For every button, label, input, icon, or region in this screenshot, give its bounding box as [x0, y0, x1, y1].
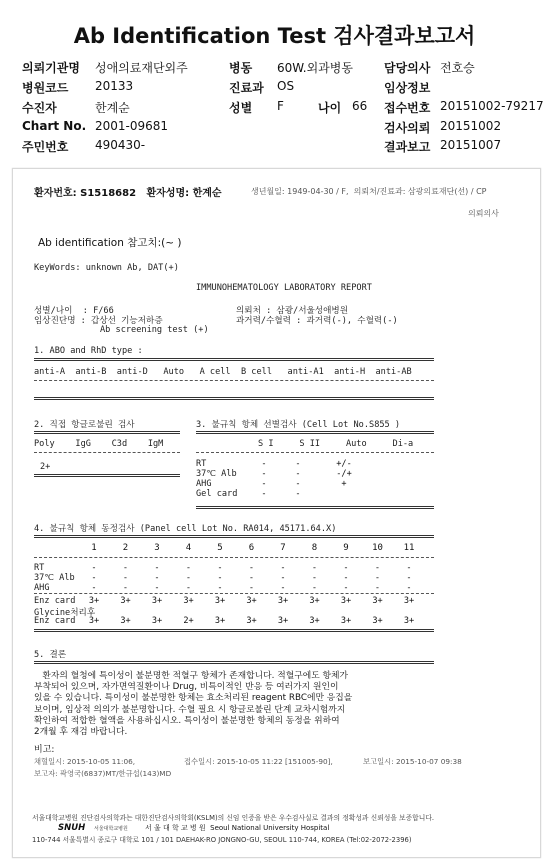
sec5-title: 5. 결론: [34, 650, 67, 660]
sec4-cell: -: [185, 563, 192, 573]
clinical-dx: 임상진단명 : 갑상선 기능저하증: [34, 316, 163, 326]
patient-meta: 생년월일: 1949-04-30 / F, 의뢰처/진료과: 삼광의료재단(선) / CP: [251, 187, 487, 196]
header-label: 담당의사: [384, 61, 431, 75]
header-value: 20133: [95, 79, 134, 93]
received: 접수일시: 2015-10-05 11:22 [151005-90],: [184, 757, 333, 766]
sec4-cell: -: [280, 573, 286, 583]
header-value: 한계순: [95, 101, 130, 115]
sec4-col-header: 10: [372, 543, 383, 553]
sec4-cell: -: [311, 573, 318, 583]
conclusion-line: 환자의 혈청에 특이성이 불분명한 적혈구 항체가 존재합니다. 적혈구에도 항체가: [34, 671, 348, 681]
sec4-col-header: 5: [217, 543, 223, 553]
sec3-cols: S I S II Auto Di-a: [258, 439, 414, 449]
sec3-row-label: Gel card: [196, 489, 238, 499]
sec3-cell: -: [295, 479, 301, 489]
sec3-cell: -: [261, 459, 267, 469]
header-label: 수진자: [22, 101, 57, 115]
header-label: 진료과: [229, 81, 264, 95]
sec4-cell: -: [374, 573, 381, 583]
divider: [34, 593, 434, 594]
reported: 보고일시: 2015-10-07 09:38: [363, 757, 462, 766]
conclusion-line: 확인하여 적합한 혈액을 사용하십시오. 특이성이 불분명한 항체의 동정을 위하여: [34, 715, 340, 726]
sec4-cell: 3+: [403, 596, 415, 606]
sec3-cell: -: [295, 459, 301, 469]
sec4-cell: -: [217, 573, 223, 583]
sec4-cell: -: [374, 583, 381, 593]
sec4-row-label: AHG: [34, 583, 50, 593]
sec4-col-header: 9: [343, 543, 349, 553]
sec4-cell: -: [91, 563, 97, 573]
sec4-cell: -: [122, 573, 129, 583]
header-label: 성별: [229, 101, 253, 115]
header-value: 전호승: [440, 61, 475, 75]
sec3-cell: -/+: [336, 469, 352, 479]
header-label: 결과보고: [384, 140, 431, 154]
footer-hospital: 서 울 대 학 교 병 원 Seoul National University Hospital: [145, 824, 330, 832]
footer-cert: 서울대학교병원 진단검사의학과는 대한진단검사의학회(KSLM)의 신임 인증을 받은 우수검사실로 결과의 정확성과 신뢰성을 보증합니다.: [32, 814, 435, 822]
sec4-cell: -: [406, 583, 412, 593]
conclusion-line: 2개월 후 재검 바랍니다.: [34, 727, 128, 737]
header-label: 병원코드: [22, 81, 69, 95]
sec2-value: 2+: [40, 462, 51, 472]
sec4-cell: 3+: [309, 616, 320, 626]
reporter: 보고자: 곽영국(6837)MT/한규섭(143)MD: [34, 769, 172, 778]
sec4-title: 4. 불규칙 항체 동정검사 (Panel cell Lot No. RA014, 45171.64.X): [34, 524, 337, 534]
sec4-col-header: 3: [154, 543, 160, 553]
sec4-cell: 3+: [340, 616, 352, 626]
sec4-cell: -: [91, 583, 97, 593]
sec4-cell: 3+: [372, 616, 383, 626]
sec4-cell: -: [248, 583, 255, 593]
history: 과거력/수혈력 : 과거력(-), 수혈력(-): [236, 316, 398, 326]
header-value: 490430-: [95, 138, 146, 152]
header-label: 검사의뢰: [384, 121, 431, 135]
conclusion-line: 부착되어 있으며, 자가면역질환이나 Drug, 비특이적인 반응 등 여러가지 원인이: [34, 682, 339, 693]
sec3-cell: -: [261, 469, 267, 479]
remarks: 비고:: [34, 745, 55, 755]
header-label: 접수번호: [384, 101, 431, 115]
sec4-cell: 3+: [151, 616, 163, 626]
sec4-row-label: RT: [34, 563, 45, 573]
sec4-cell: -: [280, 583, 286, 593]
referrer: 의뢰처 : 삼광/서울성애병원: [236, 306, 349, 316]
header-label: 주민번호: [22, 140, 69, 154]
sec4-cell: -: [374, 563, 381, 573]
sec3-title: 3. 불규칙 항체 선별검사 (Cell Lot No.S855 ): [196, 420, 401, 430]
sec4-cell: -: [185, 573, 192, 583]
sec4-row-label: 37℃ Alb: [34, 573, 75, 583]
header-value: 20151007: [440, 138, 502, 152]
sex-age: 성별/나이 : F/66: [34, 306, 114, 316]
sec4-cell: 3+: [120, 596, 131, 606]
sec4-cell: 3+: [183, 596, 194, 606]
patient-line: 환자번호: S1518682 환자성명: 한계순: [34, 188, 222, 199]
header-value: OS: [277, 79, 295, 93]
sec3-row-label: AHG: [196, 479, 212, 489]
sec4-col-header: 2: [122, 543, 129, 553]
sec2-cols: Poly IgG C3d IgM: [34, 439, 164, 449]
sec4-cell: 3+: [403, 616, 415, 626]
sec4-cell: -: [185, 583, 192, 593]
sec4-cell: -: [406, 573, 412, 583]
sec4-cell: -: [311, 563, 318, 573]
sec4-cell: 3+: [120, 616, 131, 626]
sec4-row-label: Glycine처리후: [34, 608, 96, 618]
sec3-cell: +/-: [336, 459, 352, 469]
sec4-cell: 3+: [151, 596, 163, 606]
sec4-cell: -: [91, 573, 97, 583]
header-value: F: [277, 99, 284, 113]
sec4-cell: -: [311, 583, 318, 593]
sec4-row-label: Enz card: [34, 616, 76, 626]
sec4-cell: 3+: [372, 596, 383, 606]
sec1-cols: anti-A anti-B anti-D Auto A cell B cell anti-A1 anti-H anti-AB: [34, 367, 412, 377]
sec4-cell: -: [217, 583, 223, 593]
header-value: 20151002-79217: [440, 99, 544, 113]
sec4-row-label: Enz card: [34, 596, 76, 606]
sec4-cell: 3+: [246, 596, 257, 606]
sec4-cell: -: [248, 573, 255, 583]
sec4-cell: 3+: [88, 616, 100, 626]
header-label: 병동: [229, 61, 253, 75]
sec4-col-header: 6: [248, 543, 255, 553]
age-label: 나이: [318, 101, 342, 115]
sec3-cell: -: [295, 489, 301, 499]
sec4-cell: 3+: [309, 596, 320, 606]
sec1-title: 1. ABO and RhD type :: [34, 346, 143, 356]
keywords: KeyWords: unknown Ab, DAT(+): [34, 263, 179, 273]
sec4-cell: -: [154, 563, 160, 573]
sec4-cell: -: [343, 583, 349, 593]
sec4-col-header: 8: [311, 543, 318, 553]
sec3-cell: -: [261, 479, 267, 489]
age-value: 66: [352, 99, 368, 113]
snuh-logo: SNUH: [58, 823, 86, 833]
conclusion-line: 보이며, 임상적 의의가 불분명합니다. 수혈 필요 시 항글로불린 단계 교차시험까지: [34, 704, 346, 715]
sec4-cell: -: [406, 563, 412, 573]
sec4-cell: -: [154, 583, 160, 593]
sec4-cell: -: [217, 563, 223, 573]
sec4-col-header: 4: [185, 543, 192, 553]
ab-screen: Ab screening test (+): [100, 325, 209, 335]
sec4-cell: 2+: [183, 616, 194, 626]
sec4-cell: 3+: [246, 616, 257, 626]
footer-address: 110-744 서울특별시 종로구 대학로 101 / 101 DAEHAK-RO JONGNO-GU, SEOUL 110-744, KOREA (Tel:02-2072-2396): [32, 836, 412, 844]
sec2-title: 2. 직접 항글로불린 검사: [34, 420, 135, 430]
sec3-row-label: RT: [196, 459, 207, 469]
sec4-cell: 3+: [277, 596, 289, 606]
page-title: Ab Identification Test 검사결과보고서: [73, 24, 476, 48]
sec3-cell: +: [341, 479, 347, 489]
sec4-cell: 3+: [214, 616, 226, 626]
ref-title: Ab identification 참고치:(~ ): [38, 237, 182, 249]
header-label: 의뢰기관명: [22, 61, 80, 75]
header-value: 60W.외과병동: [277, 61, 353, 75]
lab-title: IMMUNOHEMATOLOGY LABORATORY REPORT: [196, 283, 372, 293]
sec4-cell: 3+: [88, 596, 100, 606]
sec4-cell: 3+: [340, 596, 352, 606]
collected: 채혈일시: 2015-10-05 11:06,: [34, 757, 136, 766]
sec4-col-header: 11: [403, 543, 415, 553]
sec4-cell: 3+: [277, 616, 289, 626]
header-value: 성애의료재단외주: [95, 61, 188, 75]
conclusion-line: 있을 수 있습니다. 특이성이 불분명한 항체는 효소처리된 reagent RBC에만 응집을: [34, 693, 353, 704]
sec4-col-header: 7: [280, 543, 286, 553]
header-value: 20151002: [440, 119, 502, 133]
snuh-logo-sub: 서울대학교병원: [94, 826, 128, 832]
sec4-cell: 3+: [214, 596, 226, 606]
sec4-cell: -: [154, 573, 160, 583]
header-value: 2001-09681: [95, 119, 169, 133]
header-label: 임상정보: [384, 81, 431, 95]
sec4-cell: -: [343, 563, 349, 573]
requester: 의뢰의사: [468, 209, 499, 218]
sec4-cell: -: [343, 573, 349, 583]
sec4-cell: -: [122, 583, 129, 593]
header-label: Chart No.: [22, 119, 87, 133]
sec3-row-label: 37℃ Alb: [196, 469, 237, 479]
sec4-cell: -: [280, 563, 286, 573]
sec3-cell: -: [261, 489, 267, 499]
sec4-cell: -: [122, 563, 129, 573]
sec3-cell: -: [295, 469, 301, 479]
sec4-col-header: 1: [91, 543, 97, 553]
sec4-cell: -: [248, 563, 255, 573]
